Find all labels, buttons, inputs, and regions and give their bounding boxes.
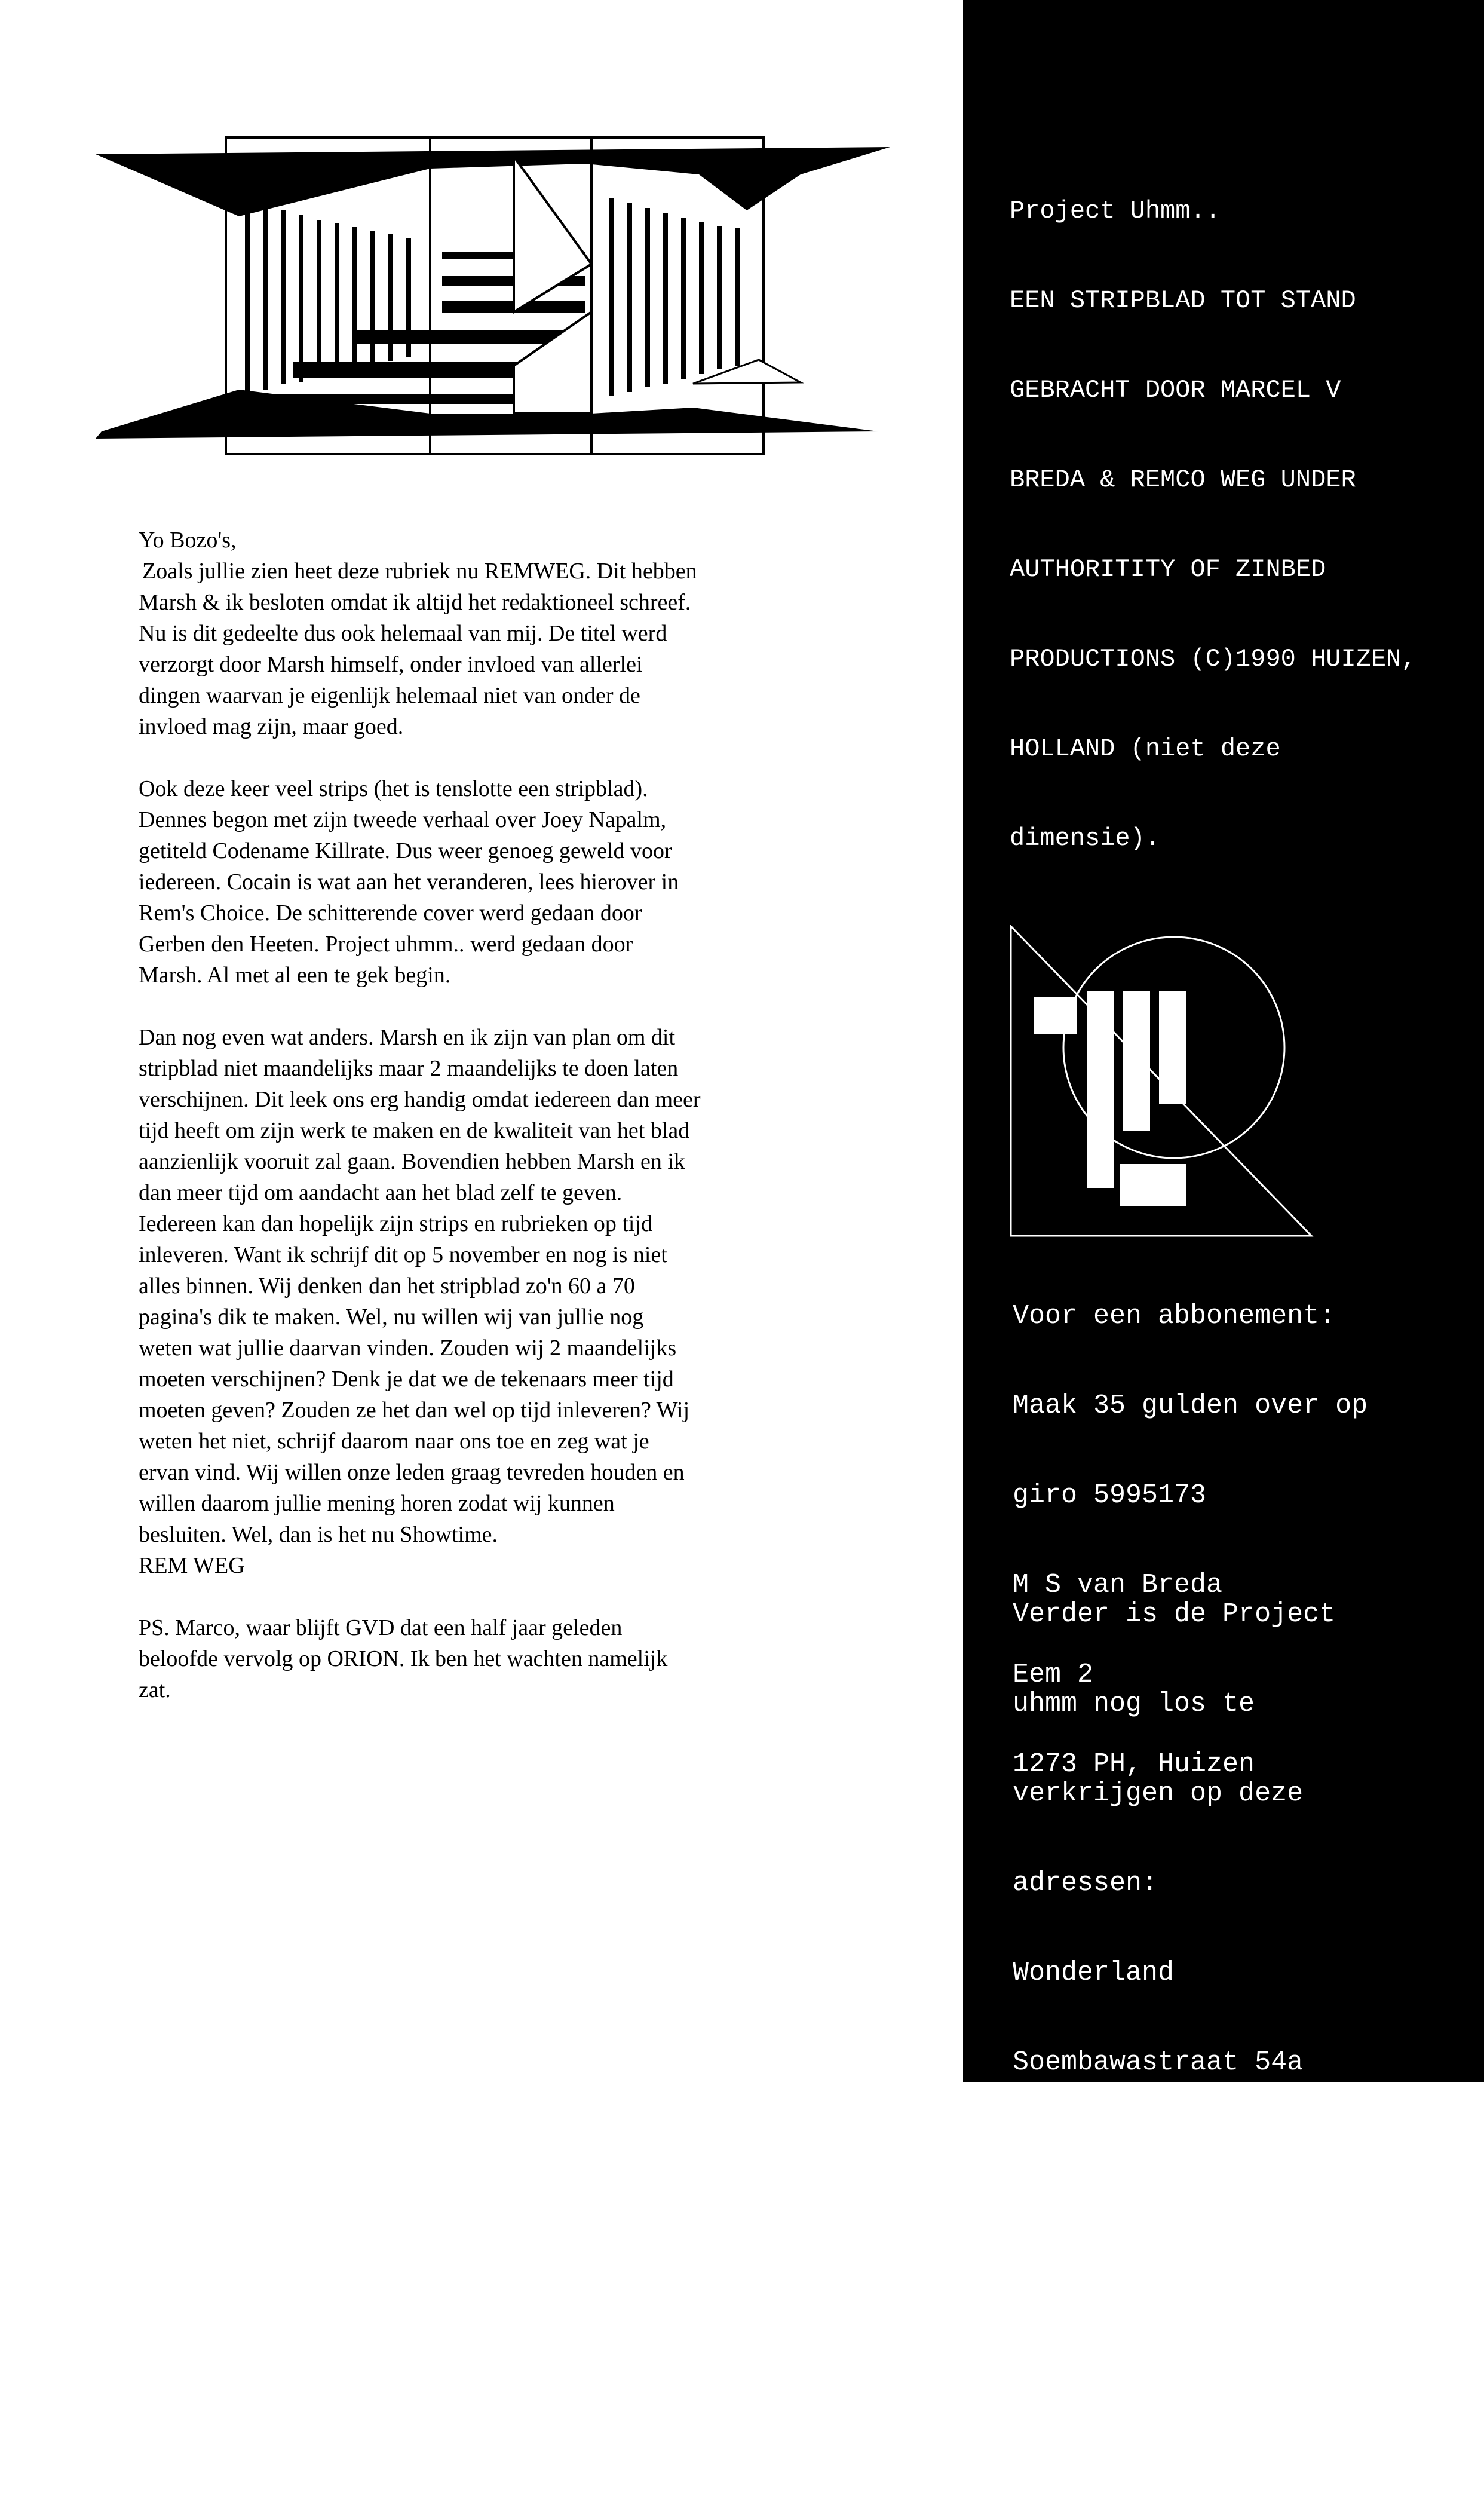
letter-paragraph-3: Dan nog even wat anders. Marsh en ik zijn van plan om dit stripblad niet maandelijks maar 2 maandelijks te doen laten verschijnen. Dit leek ons erg handig omdat iedereen dan meer tijd heeft om zijn werk te maken en de kwaliteit van het blad aanzienlijk vooruit zal gaan. Bovendien hebben Marsh en ik dan meer tijd om aandacht aan het blad zelf te geven. Iedereen kan dan hopelijk zijn strips en rubrieken op tijd inleveren. Want ik schrijf dit op 5 november en nog is niet alles binnen. Wij denken dan het stripblad zo'n 60 a 70 pagina's dik te maken. Wel, nu willen wij van jullie nog weten wat jullie daarvan vinden. Zouden wij 2 maandelijks moeten verschijnen? Denk je dat we de tekenaars meer tijd moeten geven? Zouden ze het dan wel op tijd inleveren? Wij weten het niet, schrijf daarom naar ons toe en zeg wat je ervan vind. Wij willen onze leden graag tevreden houden en willen daarom jullie mening horen zodat wij kunnen besluiten. Wel, dan is het nu Showtime. REM WEG (139, 1022, 838, 1581)
letter-postscript: PS. Marco, waar blijft GVD dat een half jaar geleden beloofde vervolg op ORION. Ik ben het wachten namelijk zat. (139, 1615, 668, 1702)
store-addresses: Verder is de Project uhmm nog los te verkrijgen op deze adressen: Wonderland Soembawastraat 54a 1095 XC Amsterdam Lambiek Kerkstraat 78 1071 GN Amsterdam (1013, 1599, 1336, 2436)
project-uhmm-logo-icon (1010, 925, 1320, 1248)
letter-paragraph-1: Zoals jullie zien heet deze rubriek nu REMWEG. Dit hebben Marsh & ik besloten omdat ik altijd het redaktioneel schreef. Nu is dit gedeelte dus ook helemaal van mij. De titel werd verzorgt door Marsh himself, onder invloed van allerlei dingen waarvan je eigenlijk helemaal niet van onder de invloed mag zijn, maar goed. (139, 559, 697, 739)
credits-block: Project Uhmm.. EEN STRIPBLAD TOT STAND GEBRACHT DOOR MARCEL V BREDA & REMCO WEG UNDER AUTHORITITY OF ZINBED PRODUCTIONS (C)1990 HUIZEN, HOLLAND (niet deze dimensie). (1010, 197, 1416, 853)
subscription-info: Voor een abbonement: Maak 35 gulden over op giro 5995173 M S van Breda Eem 2 1273 PH, Huizen (1013, 1301, 1368, 1780)
letter-signature: REM WEG (139, 1553, 245, 1578)
letter-greeting: Yo Bozo's, (139, 528, 237, 553)
editorial-letter (139, 525, 838, 1705)
letter-paragraph-2: Ook deze keer veel strips (het is tenslotte een stripblad). Dennes begon met zijn tweede verhaal over Joey Napalm, getiteld Codename Killrate. Dus weer genoeg geweld voor iedereen. Cocain is wat aan het veranderen, lees hierover in Rem's Choice. De schitterende cover werd gedaan door Gerben den Heeten. Project uhmm.. werd gedaan door Marsh. Al met al een te gek begin. (139, 776, 679, 988)
remweg-title-artwork (96, 133, 890, 455)
